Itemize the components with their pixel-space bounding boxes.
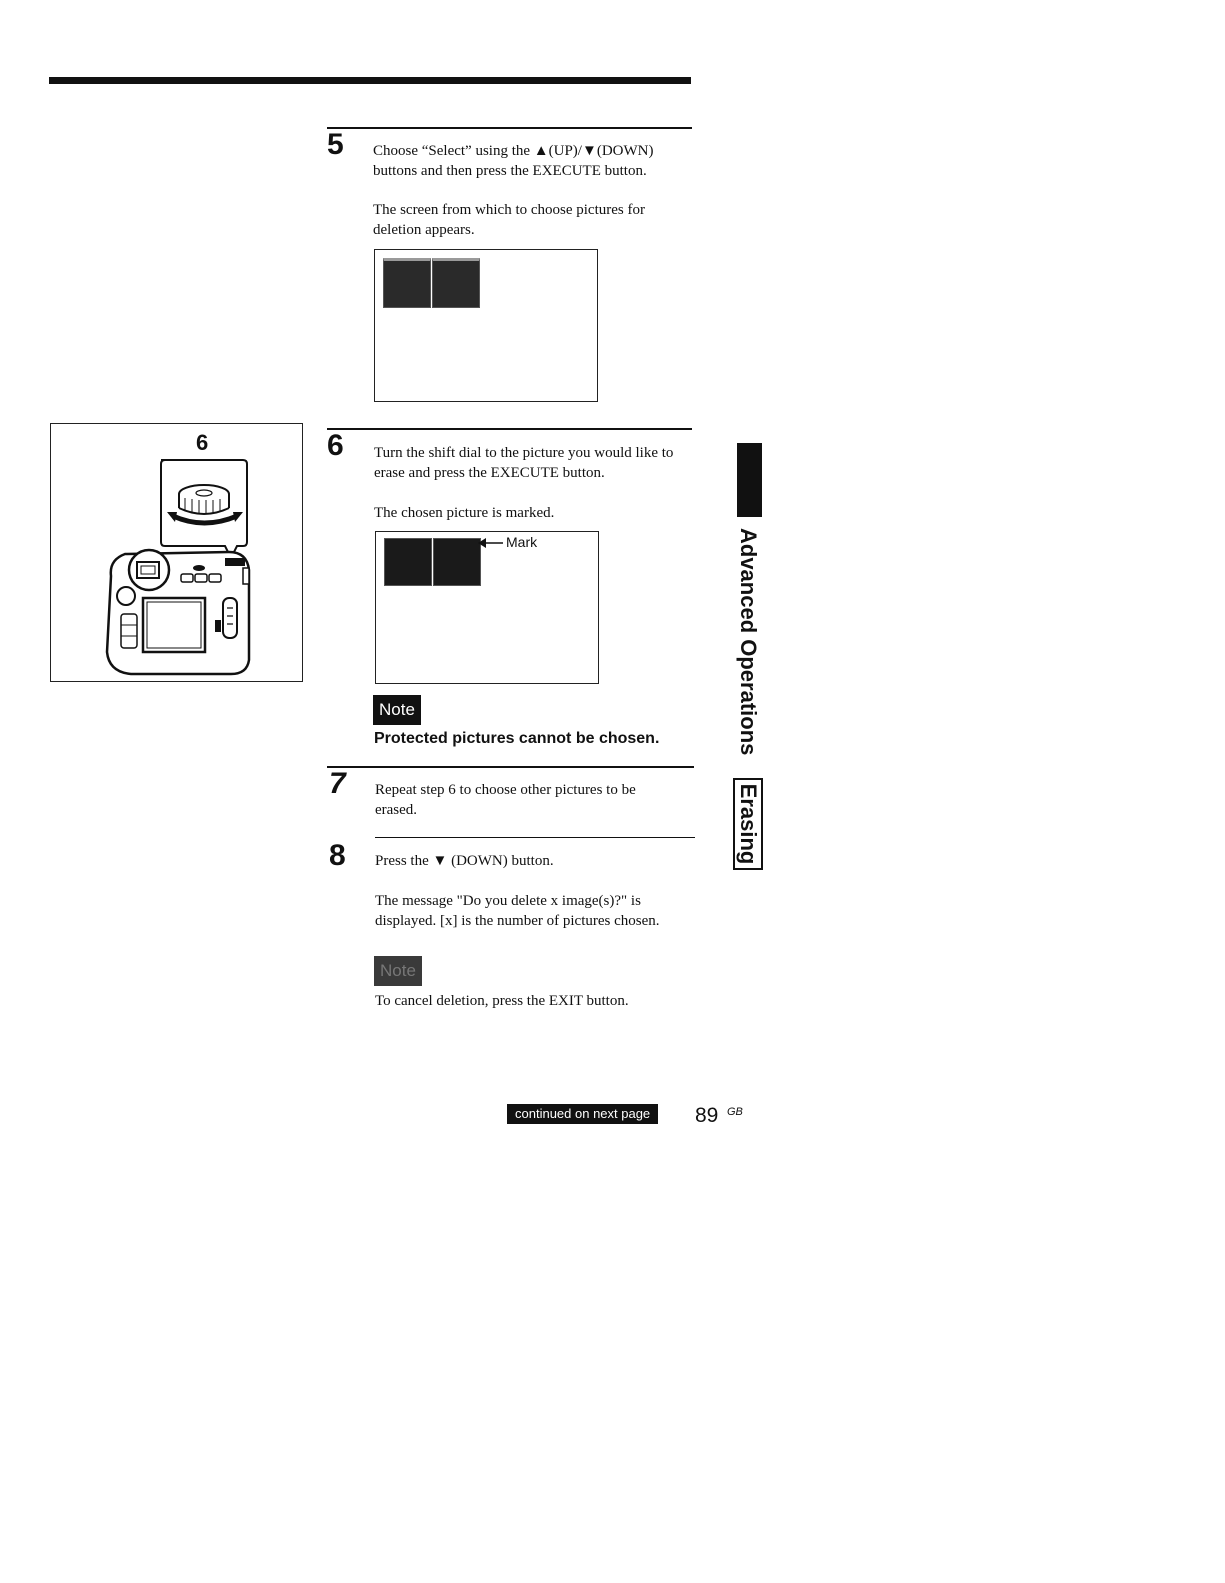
step8-note-text: To cancel deletion, press the EXIT button. [375, 993, 629, 1009]
side-tab-label [733, 528, 763, 870]
page-number: 89 [695, 1104, 719, 1127]
step6-result: The chosen picture is marked. [374, 505, 555, 521]
step8-note-badge: Note [374, 956, 422, 986]
step7-number: 7 [329, 767, 346, 800]
step5-number: 5 [327, 128, 344, 161]
step6-screen [375, 531, 599, 684]
side-tab-bar [737, 443, 762, 517]
step6-number: 6 [327, 429, 344, 462]
camera-illustration-box [50, 423, 303, 682]
step6-thumbnail-1 [384, 538, 432, 586]
step5-thumbnail-1 [383, 258, 431, 308]
step5-result: The screen from which to choose pictures for deletion appears. [373, 202, 645, 238]
step7-instruction: Repeat step 6 to choose other pictures to be erased. [375, 782, 636, 818]
top-rule [49, 77, 691, 84]
step6-thumbnail-2 [433, 538, 481, 586]
page-region-suffix: GB [727, 1106, 743, 1118]
step5-instruction: Choose “Select” using the ▲(UP)/▼(DOWN) buttons and then press the EXECUTE button. [373, 143, 654, 179]
mark-label: Mark [506, 534, 538, 550]
step5-screen [374, 249, 598, 402]
step8-number: 8 [329, 839, 346, 872]
step6-instruction: Turn the shift dial to the picture you would like to erase and press the EXECUTE button. [374, 445, 674, 481]
step6-note-badge: Note [373, 695, 421, 725]
side-tab-chapter: Advanced Operations [736, 528, 761, 756]
side-tab-section: Erasing [733, 778, 763, 871]
step8-instruction: Press the ▼ (DOWN) button. [375, 853, 554, 869]
step7-rule [327, 766, 694, 768]
step8-result: The message "Do you delete x image(s)?" is displayed. [x] is the number of pictures chosen. [375, 893, 660, 929]
step5-thumbnail-2 [432, 258, 480, 308]
continued-on-next-page-badge: continued on next page [507, 1104, 658, 1124]
step8-rule [375, 837, 695, 838]
step5-rule [327, 127, 692, 129]
camera-shift-dial-illustration [51, 424, 302, 681]
step6-note-text: Protected pictures cannot be chosen. [374, 730, 660, 747]
step6-rule [327, 428, 692, 430]
mark-arrow [478, 536, 504, 550]
illustration-number: 6 [196, 430, 209, 455]
